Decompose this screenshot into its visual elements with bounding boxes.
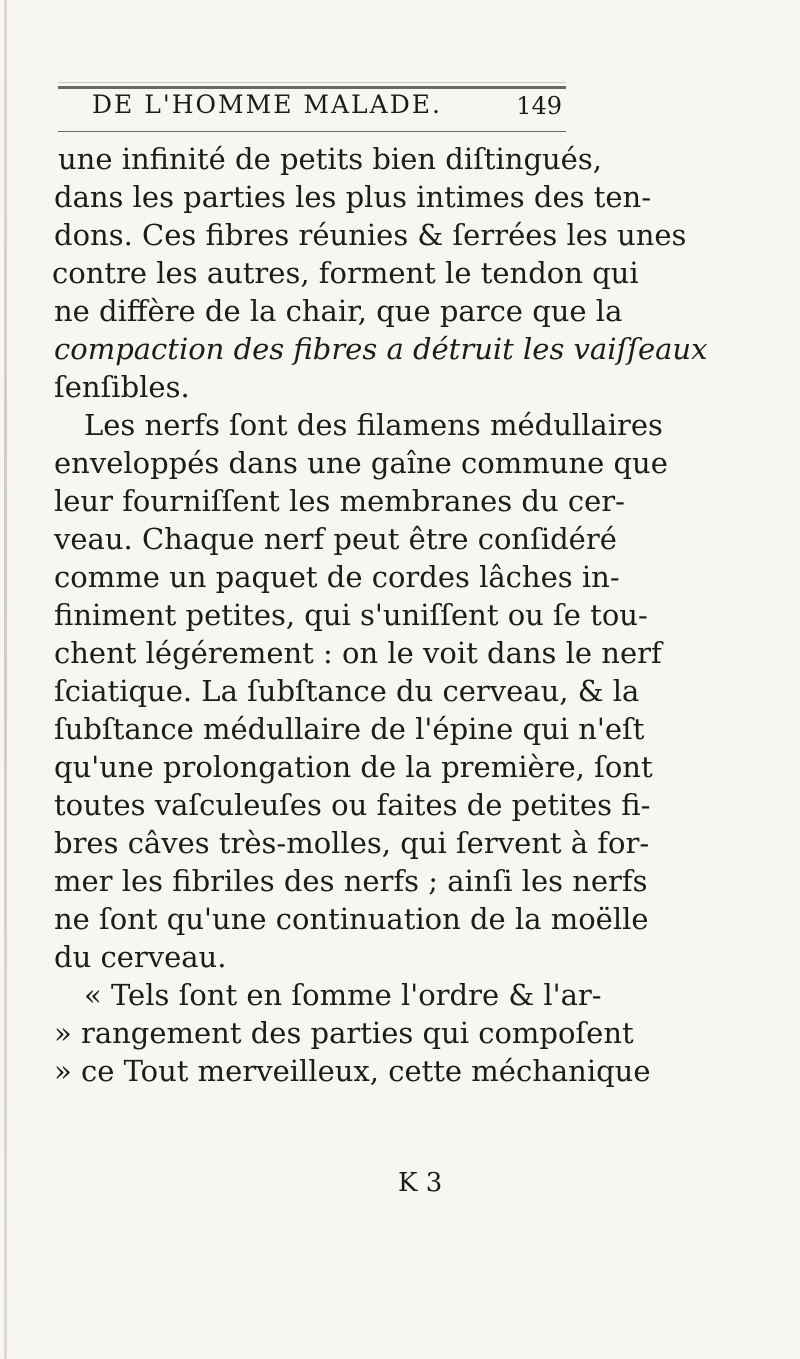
page-binding-edge [4, 0, 7, 1359]
text-line: « Tels ſont en ſomme l'ordre & l'ar- [84, 978, 602, 1012]
text-line: ne diffère de la chair, que parce que la [54, 294, 623, 328]
text-line: ne ſont qu'une continuation de la moëlle [54, 902, 649, 936]
text-line: toutes vaſculeuſes ou faites de petites fi- [54, 788, 651, 822]
text-line: veau. Chaque nerf peut être conſidéré [54, 522, 617, 556]
page-number: 149 [516, 92, 562, 120]
text-line: leur fourniſſent les membranes du cer- [54, 484, 625, 518]
text-line: bres câves très-molles, qui ſervent à for- [54, 826, 650, 860]
text-line: qu'une prolongation de la première, ſont [54, 750, 653, 784]
top-rule [58, 86, 566, 89]
text-line: une infinité de petits bien diſtingués, [58, 142, 602, 176]
text-line: ſubſtance médullaire de l'épine qui n'eſt [54, 712, 645, 746]
running-head [92, 90, 562, 130]
signature-mark: K 3 [398, 1168, 443, 1198]
running-title: DE L'HOMME MALADE. [92, 90, 442, 119]
text-line: du cerveau. [54, 940, 227, 974]
text-line: contre les autres, forment le tendon qui [52, 256, 639, 290]
text-line: chent légérement : on le voit dans le nerf [54, 636, 662, 670]
text-line: comme un paquet de cordes lâches in- [54, 560, 620, 594]
header-rule [58, 131, 566, 132]
text-line: mer les fibriles des nerfs ; ainſi les nerfs [54, 864, 648, 898]
text-line: ſciatique. La ſubſtance du cerveau, & la [54, 674, 640, 708]
text-line: dans les parties les plus intimes des ten- [54, 180, 651, 214]
text-line: dons. Ces fibres réunies & ſerrées les unes [54, 218, 687, 252]
text-line: » ce Tout merveilleux, cette méchanique [54, 1054, 651, 1088]
text-line: » rangement des parties qui compoſent [54, 1016, 634, 1050]
text-line: enveloppés dans une gaîne commune que [54, 446, 668, 480]
text-line: ſenſibles. [54, 370, 190, 404]
text-line: finiment petites, qui s'uniſſent ou ſe tou- [54, 598, 648, 632]
text-line: compaction des fibres a détruit les vaiſſeaux [54, 332, 708, 366]
text-line: Les nerfs ſont des filamens médullaires [84, 408, 663, 442]
top-faint-rule [58, 82, 566, 83]
